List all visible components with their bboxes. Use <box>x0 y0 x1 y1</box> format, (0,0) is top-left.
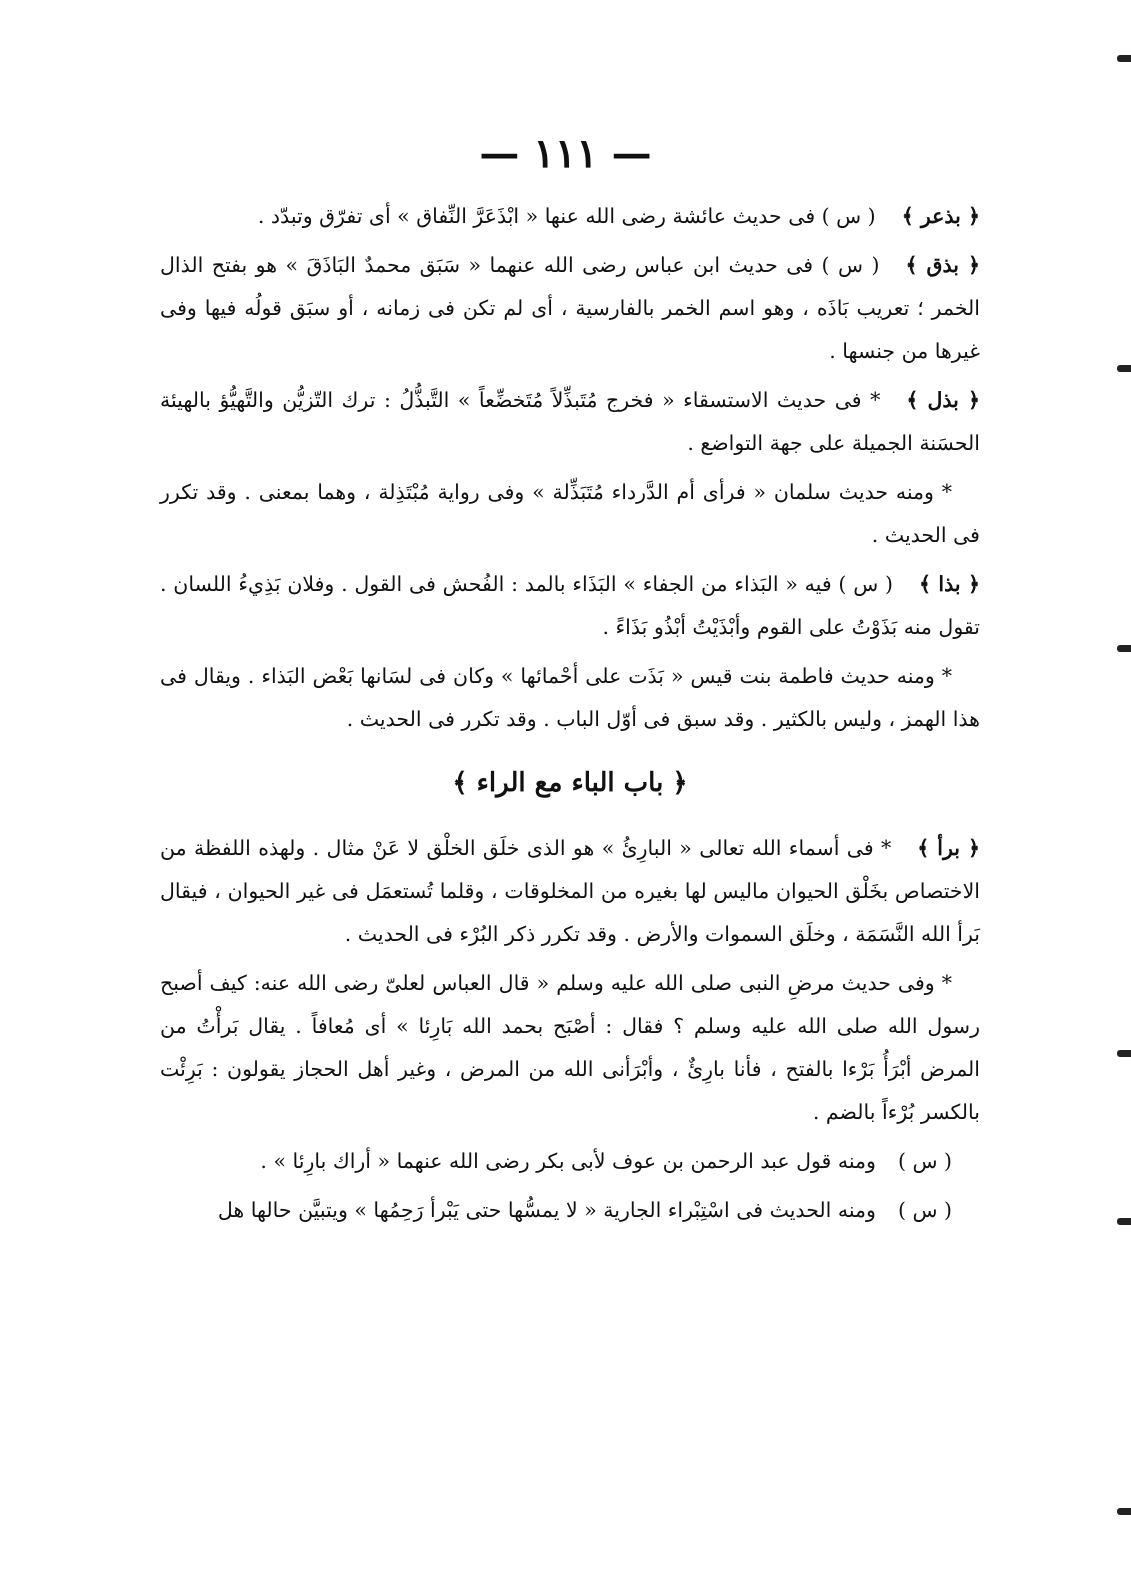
entry-batha <box>160 563 980 649</box>
entry-body: ( س ) فى حديث عائشة رضى الله عنها « ابْذَعَرَّ النِّفاق » أى تفرّق وتبدّد . <box>257 204 876 228</box>
entry-head: ﴿ بذا ﴾ <box>919 572 980 596</box>
entry-bara-sub <box>160 1140 980 1183</box>
edge-mark <box>1117 365 1131 372</box>
entry-body: * وفى حديث مرضِ النبى صلى الله عليه وسلم « قال العباس لعلىّ رضى الله عنه: كيف أصبح رسول الله صلى الله عليه وسلم ؟ فقال : أصْبَح بحمد الله بَارِئا » أى مُعافاً . يقال بَرأْتُ من المرض أبْرَأُ بَرْءا بالفتح ، فأنا بارِئٌ ، وأبْرَأنى الله من المرض ، وغير أهل الحجاز يقولون : بَرِئْت بالكسر بُرْءاً بالضم . <box>160 971 980 1124</box>
edge-mark <box>1117 55 1131 62</box>
entry-marker: ( س ) <box>897 1149 952 1173</box>
entry-body: ومنه قول عبد الرحمن بن عوف لأبى بكر رضى الله عنهما « أراك بارِئا » . <box>260 1149 876 1173</box>
entry-body: * فى حديث الاستسقاء « فخرج مُتَبذِّلاً مُتَخضِّعاً » التَّبذُّلُ : ترك التّزيُّن والتَّهيُّؤ بالهيئة الحسَنة الجميلة على جهة التواضع . <box>160 388 980 455</box>
edge-mark <box>1117 1050 1131 1057</box>
entry-bathal-sub <box>160 471 980 557</box>
entry-head: ﴿ بذعر ﴾ <box>901 204 980 228</box>
entry-head: ﴿ بذل ﴾ <box>906 388 980 412</box>
entry-body: ومنه الحديث فى اسْتِبْراء الجارية « لا يمسُّها حتى يَبْرأ رَحِمُها » ويتبيَّن حالها هل <box>217 1198 876 1222</box>
page-number: — ١١١ — <box>479 130 652 177</box>
entry-bathar <box>160 195 980 238</box>
edge-mark <box>1117 1508 1131 1515</box>
edge-mark <box>1117 645 1131 652</box>
entry-body: ( س ) فيه « البَذاء من الجفاء » البَذَاء بالمد : الفُحش فى القول . وفلان بَذِيءُ اللسان . تقول منه بَذَوْتُ على القوم وأبْذَيْتُ أبْذُو بَذَاءً . <box>160 572 980 639</box>
section-heading: ﴿ باب الباء مع الراء ﴾ <box>452 768 688 798</box>
entry-batha-sub <box>160 655 980 741</box>
page-body <box>160 195 980 1238</box>
entry-bara-sub <box>160 962 980 1134</box>
edge-mark <box>1117 1218 1131 1225</box>
entry-marker: ( س ) <box>897 1198 952 1222</box>
entry-bara-sub <box>160 1189 980 1232</box>
entry-body: * ومنه حديث سلمان « فرأى أم الدَّرداء مُتَبَذِّلة » وفى رواية مُبْتَذِلة ، وهما بمعنى . وقد تكرر فى الحديث . <box>160 480 980 547</box>
entry-head: ﴿ برأ ﴾ <box>917 836 981 860</box>
entry-body: * ومنه حديث فاطمة بنت قيس « بَذَت على أحْمائها » وكان فى لسَانها بَعْض البَذاء . ويقال فى هذا الهمز ، وليس بالكثير . وقد سبق فى أوّل الباب . وقد تكرر فى الحديث . <box>160 664 980 731</box>
entry-body: * فى أسماء الله تعالى « البارِئُ » هو الذى خلَق الخلْق لا عَنْ مثال . ولهذه اللفظة من الاختصاص بخَلْق الحيوان ماليس لها بغيره من المخلوقات ، وقلما تُستعمَل فى غير الحيوان ، فيقال بَرأ الله النَّسَمَة ، وخلَق السموات والأرض . وقد تكرر ذكر البُرْء فى الحديث . <box>160 836 980 946</box>
entry-head: ﴿ بذق ﴾ <box>905 253 980 277</box>
entry-bara <box>160 827 980 956</box>
entry-bathal <box>160 379 980 465</box>
entry-body: ( س ) فى حديث ابن عباس رضى الله عنهما « سَبَق محمدٌ البَاذَقَ » هو بفتح الذال الخمر ؛ تعريب بَاذَه ، وهو اسم الخمر بالفارسية ، أى لم تكن فى زمانه ، أو سبَق قولُه فيها وفى غيرها من جنسها . <box>160 253 980 363</box>
entry-bathaq <box>160 244 980 373</box>
